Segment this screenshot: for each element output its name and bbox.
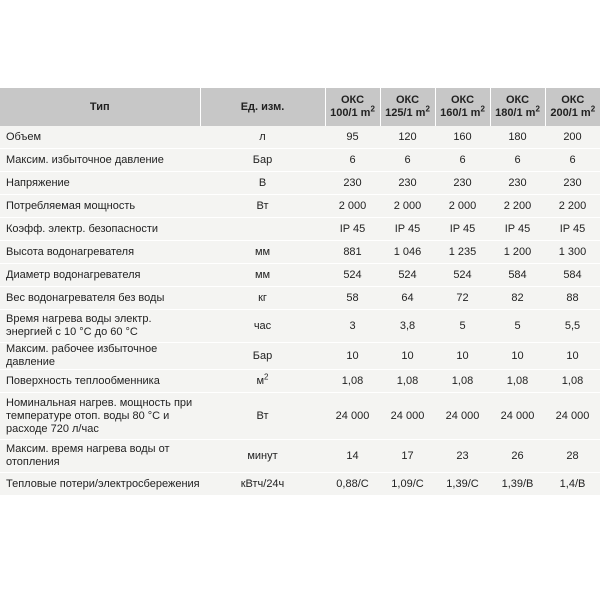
row-label: Максим. избыточное давление [0, 149, 200, 172]
cell-value: 0,88/C [325, 473, 380, 496]
cell-value: 1,08 [490, 370, 545, 393]
row-unit [200, 149, 325, 172]
cell-value: 2 200 [490, 195, 545, 218]
row-label: Потребляемая мощность [0, 195, 200, 218]
row-unit [200, 218, 325, 241]
table-row [0, 370, 600, 393]
row-label: Поверхность теплообменника [0, 370, 200, 393]
spec-table [0, 88, 600, 496]
cell-value: 1 200 [490, 241, 545, 264]
cell-value: 1,4/B [545, 473, 600, 496]
model-size-exponent: 2 [590, 104, 596, 114]
cell-value: 1,08 [435, 370, 490, 393]
table-row [0, 287, 600, 310]
cell-value: 230 [490, 172, 545, 195]
cell-value: 95 [325, 126, 380, 149]
table-row [0, 473, 600, 496]
unit-text: мм [254, 245, 271, 258]
cell-value: 3 [325, 310, 380, 343]
unit-text: Вт [256, 199, 269, 212]
cell-value: 1,08 [380, 370, 435, 393]
cell-value: 230 [380, 172, 435, 195]
cell-value: 1,08 [325, 370, 380, 393]
row-label: Напряжение [0, 172, 200, 195]
table-row [0, 440, 600, 473]
table-row [0, 264, 600, 287]
cell-value: 2 000 [380, 195, 435, 218]
table-row [0, 126, 600, 149]
cell-value: 180 [490, 126, 545, 149]
table-row [0, 195, 600, 218]
table-row [0, 343, 600, 370]
cell-value: 6 [490, 149, 545, 172]
row-label: Диаметр водонагревателя [0, 264, 200, 287]
unit-text: кВтч/24ч [240, 477, 285, 490]
row-unit [200, 370, 325, 393]
model-name: ОКС [395, 94, 420, 106]
row-unit [200, 473, 325, 496]
cell-value: 881 [325, 241, 380, 264]
row-label: Высота водонагревателя [0, 241, 200, 264]
table-row [0, 393, 600, 440]
cell-value: 24 000 [380, 393, 435, 440]
cell-value: 3,8 [380, 310, 435, 343]
cell-value: IP 45 [545, 218, 600, 241]
row-unit [200, 126, 325, 149]
unit-exponent: 2 [264, 371, 269, 381]
model-size-exponent: 2 [425, 104, 430, 114]
cell-value: 6 [325, 149, 380, 172]
table-row [0, 310, 600, 343]
unit-text: кг [258, 291, 267, 304]
header-type: Тип [0, 88, 200, 126]
header-model [545, 88, 600, 126]
unit-text: Вт [256, 409, 269, 422]
row-unit [200, 287, 325, 310]
cell-value: 23 [435, 440, 490, 473]
row-unit [200, 264, 325, 287]
cell-value: 584 [490, 264, 545, 287]
cell-value: 10 [435, 343, 490, 370]
cell-value: 524 [325, 264, 380, 287]
model-size: 125/1 m [385, 107, 426, 119]
cell-value: 10 [325, 343, 380, 370]
cell-value: 1,39/B [490, 473, 545, 496]
row-label: Коэфф. электр. безопасности [0, 218, 200, 241]
cell-value: 64 [380, 287, 435, 310]
cell-value: 24 000 [545, 393, 600, 440]
cell-value: 1 235 [435, 241, 490, 264]
unit-text: Бар [252, 349, 273, 362]
row-unit [200, 440, 325, 473]
cell-value: 28 [545, 440, 600, 473]
cell-value: 58 [325, 287, 380, 310]
header-unit: Ед. изм. [200, 88, 325, 126]
table-row [0, 149, 600, 172]
table-row [0, 241, 600, 264]
table-row [0, 172, 600, 195]
row-unit [200, 241, 325, 264]
row-label: Тепловые потери/электросбережения [0, 473, 200, 496]
cell-value: 5 [490, 310, 545, 343]
unit-text: л [259, 130, 266, 143]
cell-value: 24 000 [325, 393, 380, 440]
model-size: 100/1 m [330, 107, 371, 119]
cell-value: 17 [380, 440, 435, 473]
model-size: 200/1 m [550, 107, 591, 119]
model-name: ОКС [505, 94, 530, 106]
row-unit [200, 393, 325, 440]
cell-value: 1,08 [545, 370, 600, 393]
cell-value: 10 [490, 343, 545, 370]
cell-value: 2 200 [545, 195, 600, 218]
spec-table-body [0, 126, 600, 496]
row-label: Время нагрева воды электр. энергией с 10 °C до 60 °C [0, 310, 200, 343]
cell-value: 230 [545, 172, 600, 195]
cell-value: 1,39/C [435, 473, 490, 496]
cell-value: 24 000 [490, 393, 545, 440]
cell-value: 524 [435, 264, 490, 287]
cell-value: 82 [490, 287, 545, 310]
cell-value: 72 [435, 287, 490, 310]
cell-value: IP 45 [435, 218, 490, 241]
cell-value: 524 [380, 264, 435, 287]
row-unit [200, 195, 325, 218]
cell-value: 6 [545, 149, 600, 172]
cell-value: 120 [380, 126, 435, 149]
model-name: ОКС [340, 94, 365, 106]
unit-text: минут [247, 449, 278, 462]
cell-value: 2 000 [435, 195, 490, 218]
cell-value: 200 [545, 126, 600, 149]
cell-value: 230 [325, 172, 380, 195]
cell-value: 5,5 [545, 310, 600, 343]
row-label: Максим. рабочее избыточное давление [0, 343, 200, 370]
cell-value: 2 000 [325, 195, 380, 218]
cell-value: IP 45 [380, 218, 435, 241]
row-unit [200, 310, 325, 343]
cell-value: IP 45 [325, 218, 380, 241]
model-size: 160/1 m [440, 107, 481, 119]
model-size-exponent: 2 [535, 104, 540, 114]
cell-value: 160 [435, 126, 490, 149]
cell-value: 10 [380, 343, 435, 370]
unit-text: мм [254, 268, 271, 281]
cell-value: 88 [545, 287, 600, 310]
unit-text: м [256, 374, 265, 387]
table-row [0, 218, 600, 241]
header-model [380, 88, 435, 126]
header-model [325, 88, 380, 126]
cell-value: 230 [435, 172, 490, 195]
cell-value: 1 046 [380, 241, 435, 264]
row-label: Объем [0, 126, 200, 149]
row-label: Максим. время нагрева воды от отопления [0, 440, 200, 473]
cell-value: IP 45 [490, 218, 545, 241]
row-unit [200, 172, 325, 195]
cell-value: 10 [545, 343, 600, 370]
model-size: 180/1 m [495, 107, 536, 119]
cell-value: 6 [435, 149, 490, 172]
cell-value: 6 [380, 149, 435, 172]
row-label: Вес водонагревателя без воды [0, 287, 200, 310]
cell-value: 24 000 [435, 393, 490, 440]
row-label: Номинальная нагрев. мощность при температуре отоп. воды 80 °C и расходе 720 л/час [0, 393, 200, 440]
unit-text: час [253, 319, 272, 332]
table-header-row [0, 88, 600, 126]
model-name: ОКС [450, 94, 475, 106]
model-size-exponent: 2 [480, 104, 485, 114]
cell-value: 26 [490, 440, 545, 473]
cell-value: 584 [545, 264, 600, 287]
cell-value: 14 [325, 440, 380, 473]
cell-value: 1 300 [545, 241, 600, 264]
unit-text: В [258, 176, 267, 189]
model-size-exponent: 2 [370, 104, 375, 114]
unit-text: Бар [252, 153, 273, 166]
cell-value: 5 [435, 310, 490, 343]
model-name: ОКС [561, 94, 585, 106]
row-unit [200, 343, 325, 370]
header-model [435, 88, 490, 126]
header-model [490, 88, 545, 126]
cell-value: 1,09/C [380, 473, 435, 496]
